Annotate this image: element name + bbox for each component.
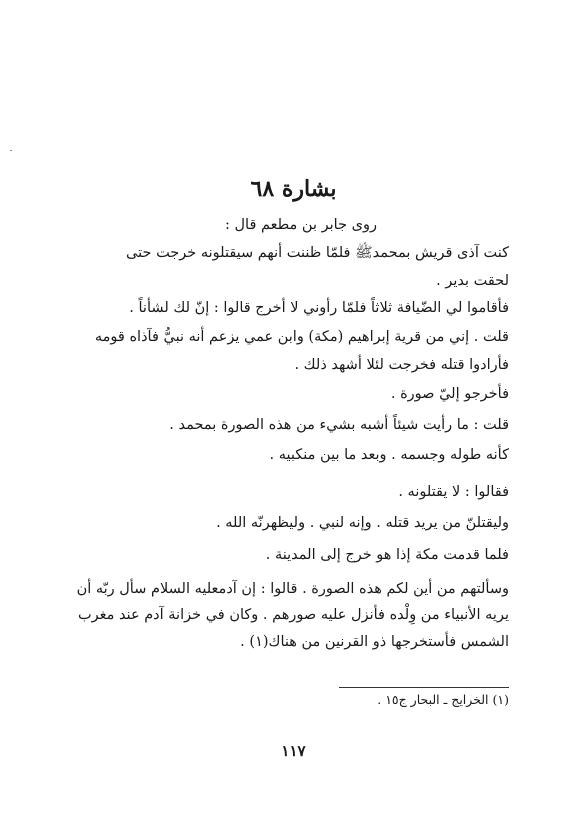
footnote-divider [339,687,509,688]
paragraph-line-12: فلما قدمت مكة إذا هو خرج إلى المدينة . [265,547,509,563]
paragraph-line-10: فقالوا : لا يقتلونه . [398,484,509,500]
paragraph-line-8: قلت : ما رأيت شيئاً أشبه بشيء من هذه الصورة بمحمد . [169,417,509,433]
paragraph-line-9: كأنه طوله وجسمه . وبعد ما بين منكبيه . [269,447,509,463]
paragraph-line-13: وسألتهم من أين لكم هذه الصورة . قالوا : إن آدمعليه السلام سأل ربّه أن [76,581,509,597]
paragraph-line-14: يريه الأنبياء من وِلْده فأنزل عليه صورهم . وكان في خزانة آدم عند مغرب [77,607,509,623]
scan-speck [10,150,12,151]
paragraph-line-6: فأرادوا قتله فخرجت لئلا أشهد ذلك . [294,357,509,373]
paragraph-line-4: فأقاموا لي الضّيافة ثلاثاً فلمّا رأوني لا أخرج قالوا : إنّ لك لشأناً . [129,300,509,316]
paragraph-line-3: لحقت بدير . [436,273,509,289]
paragraph-line-11: وليقتلنّ من يريد قتله . وإنه لنبي . وليظهرنّه الله . [216,515,509,531]
footnote: (١) الخرايج ـ البحار ج١٥ . [377,692,509,707]
paragraph-line-7: فأخرجو إليّ صورة . [390,386,509,402]
paragraph-line-1: روى جابر بن مطعم قال : [225,217,377,233]
paragraph-line-5: قلت . إني من قرية إبراهيم (مكة) وابن عمي يزعم أنه نبيُّ فآذاه قومه [94,329,509,345]
paragraph-line-2: كنت آذى قريش بمحمدﷺ فلمّا ظننت أنهم سيقتلونه خرجت حتى [126,245,509,261]
page-number: ١١٧ [281,742,306,760]
section-title: بشارة ٦٨ [250,176,337,202]
paragraph-line-15: الشمس فأستخرجها ذو القرنين من هناك(١) . [240,634,509,650]
